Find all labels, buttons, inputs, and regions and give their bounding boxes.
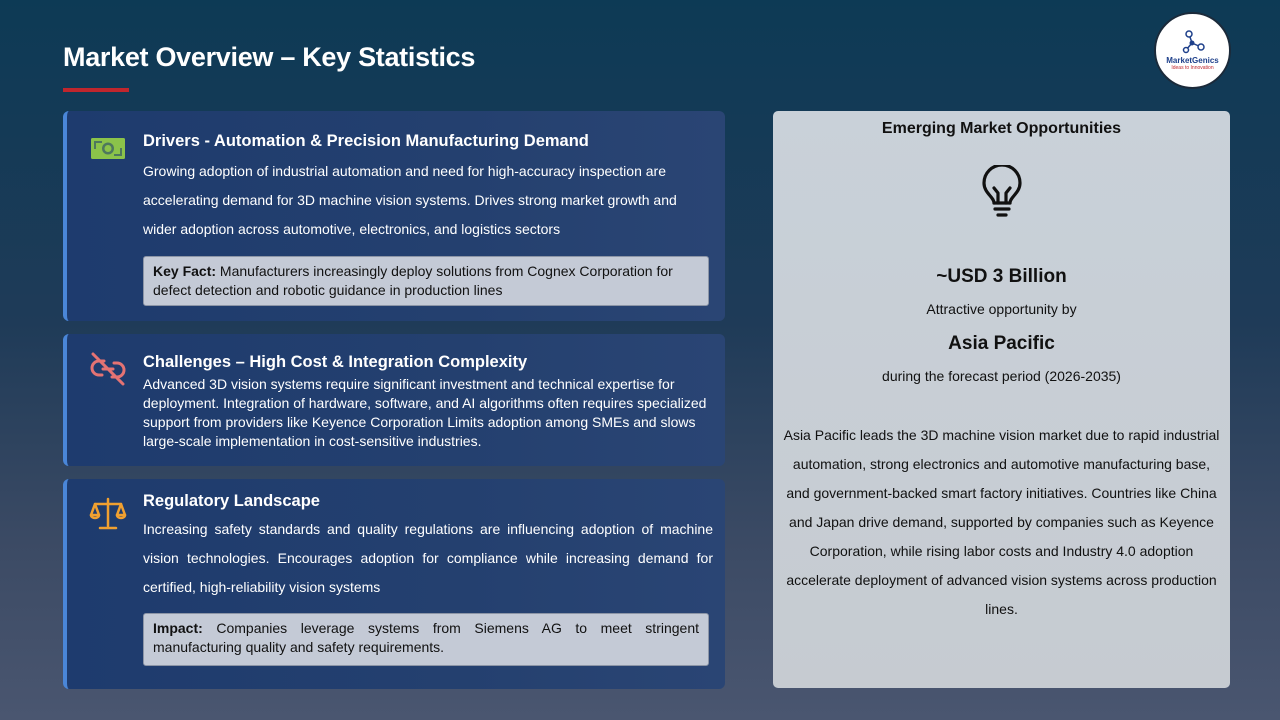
drivers-card bbox=[63, 111, 725, 321]
broken-link-icon bbox=[89, 350, 127, 388]
impact-text: Companies leverage systems from Siemens AG to meet stringent manufacturing quality and safety requirements. bbox=[153, 620, 699, 655]
scales-icon bbox=[89, 495, 127, 533]
regulatory-title: Regulatory Landscape bbox=[143, 492, 320, 510]
regulatory-text: Increasing safety standards and quality regulations are influencing adoption of machine vision technologies. Encourages adoption for compliance while increasing demand for certified, high-reliability vision systems bbox=[143, 521, 713, 595]
challenges-card bbox=[63, 334, 725, 466]
logo-name: MarketGenics bbox=[1166, 56, 1219, 65]
key-fact-text: Manufacturers increasingly deploy solutions from Cognex Corporation for defect detection and robotic guidance in production lines bbox=[153, 263, 673, 298]
opportunity-region: Asia Pacific bbox=[948, 333, 1055, 354]
drivers-text: Growing adoption of industrial automation and need for high-accuracy inspection are accelerating demand for 3D machine vision systems. Drives strong market growth and wider adoption across automotive, electronics, and logistics sectors bbox=[143, 163, 677, 237]
impact-box bbox=[143, 613, 709, 666]
challenges-text: Advanced 3D vision systems require significant investment and technical expertise for deployment. Integration of hardware, software, and AI algorithms often requires specialized support from providers like Keyence Corporation Limits adoption among SMEs and slows large-scale implementation in cost-sensitive industries. bbox=[143, 376, 707, 449]
regulatory-card bbox=[63, 479, 725, 689]
molecule-icon bbox=[1180, 30, 1206, 54]
title-underline bbox=[63, 88, 129, 92]
page-title: Market Overview – Key Statistics bbox=[63, 42, 476, 72]
opportunity-value: ~USD 3 Billion bbox=[936, 266, 1067, 287]
logo-tagline: Ideas to Innovation bbox=[1171, 65, 1214, 71]
money-icon bbox=[89, 129, 127, 167]
opportunity-description: Asia Pacific leads the 3D machine vision market due to rapid industrial automation, strong electronics and automotive manufacturing base, and government-backed smart factory initiatives. Countries like China and Japan drive demand, supported by companies such as Keyence Corporation, while rising labor costs and Industry 4.0 adoption accelerate deployment of advanced vision systems across production lines. bbox=[783, 427, 1220, 617]
challenges-title: Challenges – High Cost & Integration Complexity bbox=[143, 353, 528, 371]
impact-label: Impact: bbox=[153, 620, 203, 636]
opportunity-panel bbox=[773, 111, 1230, 688]
opportunity-title: Emerging Market Opportunities bbox=[881, 120, 1122, 137]
key-fact-label: Key Fact: bbox=[153, 263, 217, 279]
drivers-title: Drivers - Automation & Precision Manufacturing Demand bbox=[143, 132, 589, 150]
forecast-period: during the forecast period (2026-2035) bbox=[882, 368, 1121, 384]
lightbulb-icon bbox=[978, 165, 1026, 221]
opportunity-subtitle: Attractive opportunity by bbox=[926, 301, 1077, 317]
key-fact-box bbox=[143, 256, 709, 306]
company-logo bbox=[1154, 12, 1231, 89]
